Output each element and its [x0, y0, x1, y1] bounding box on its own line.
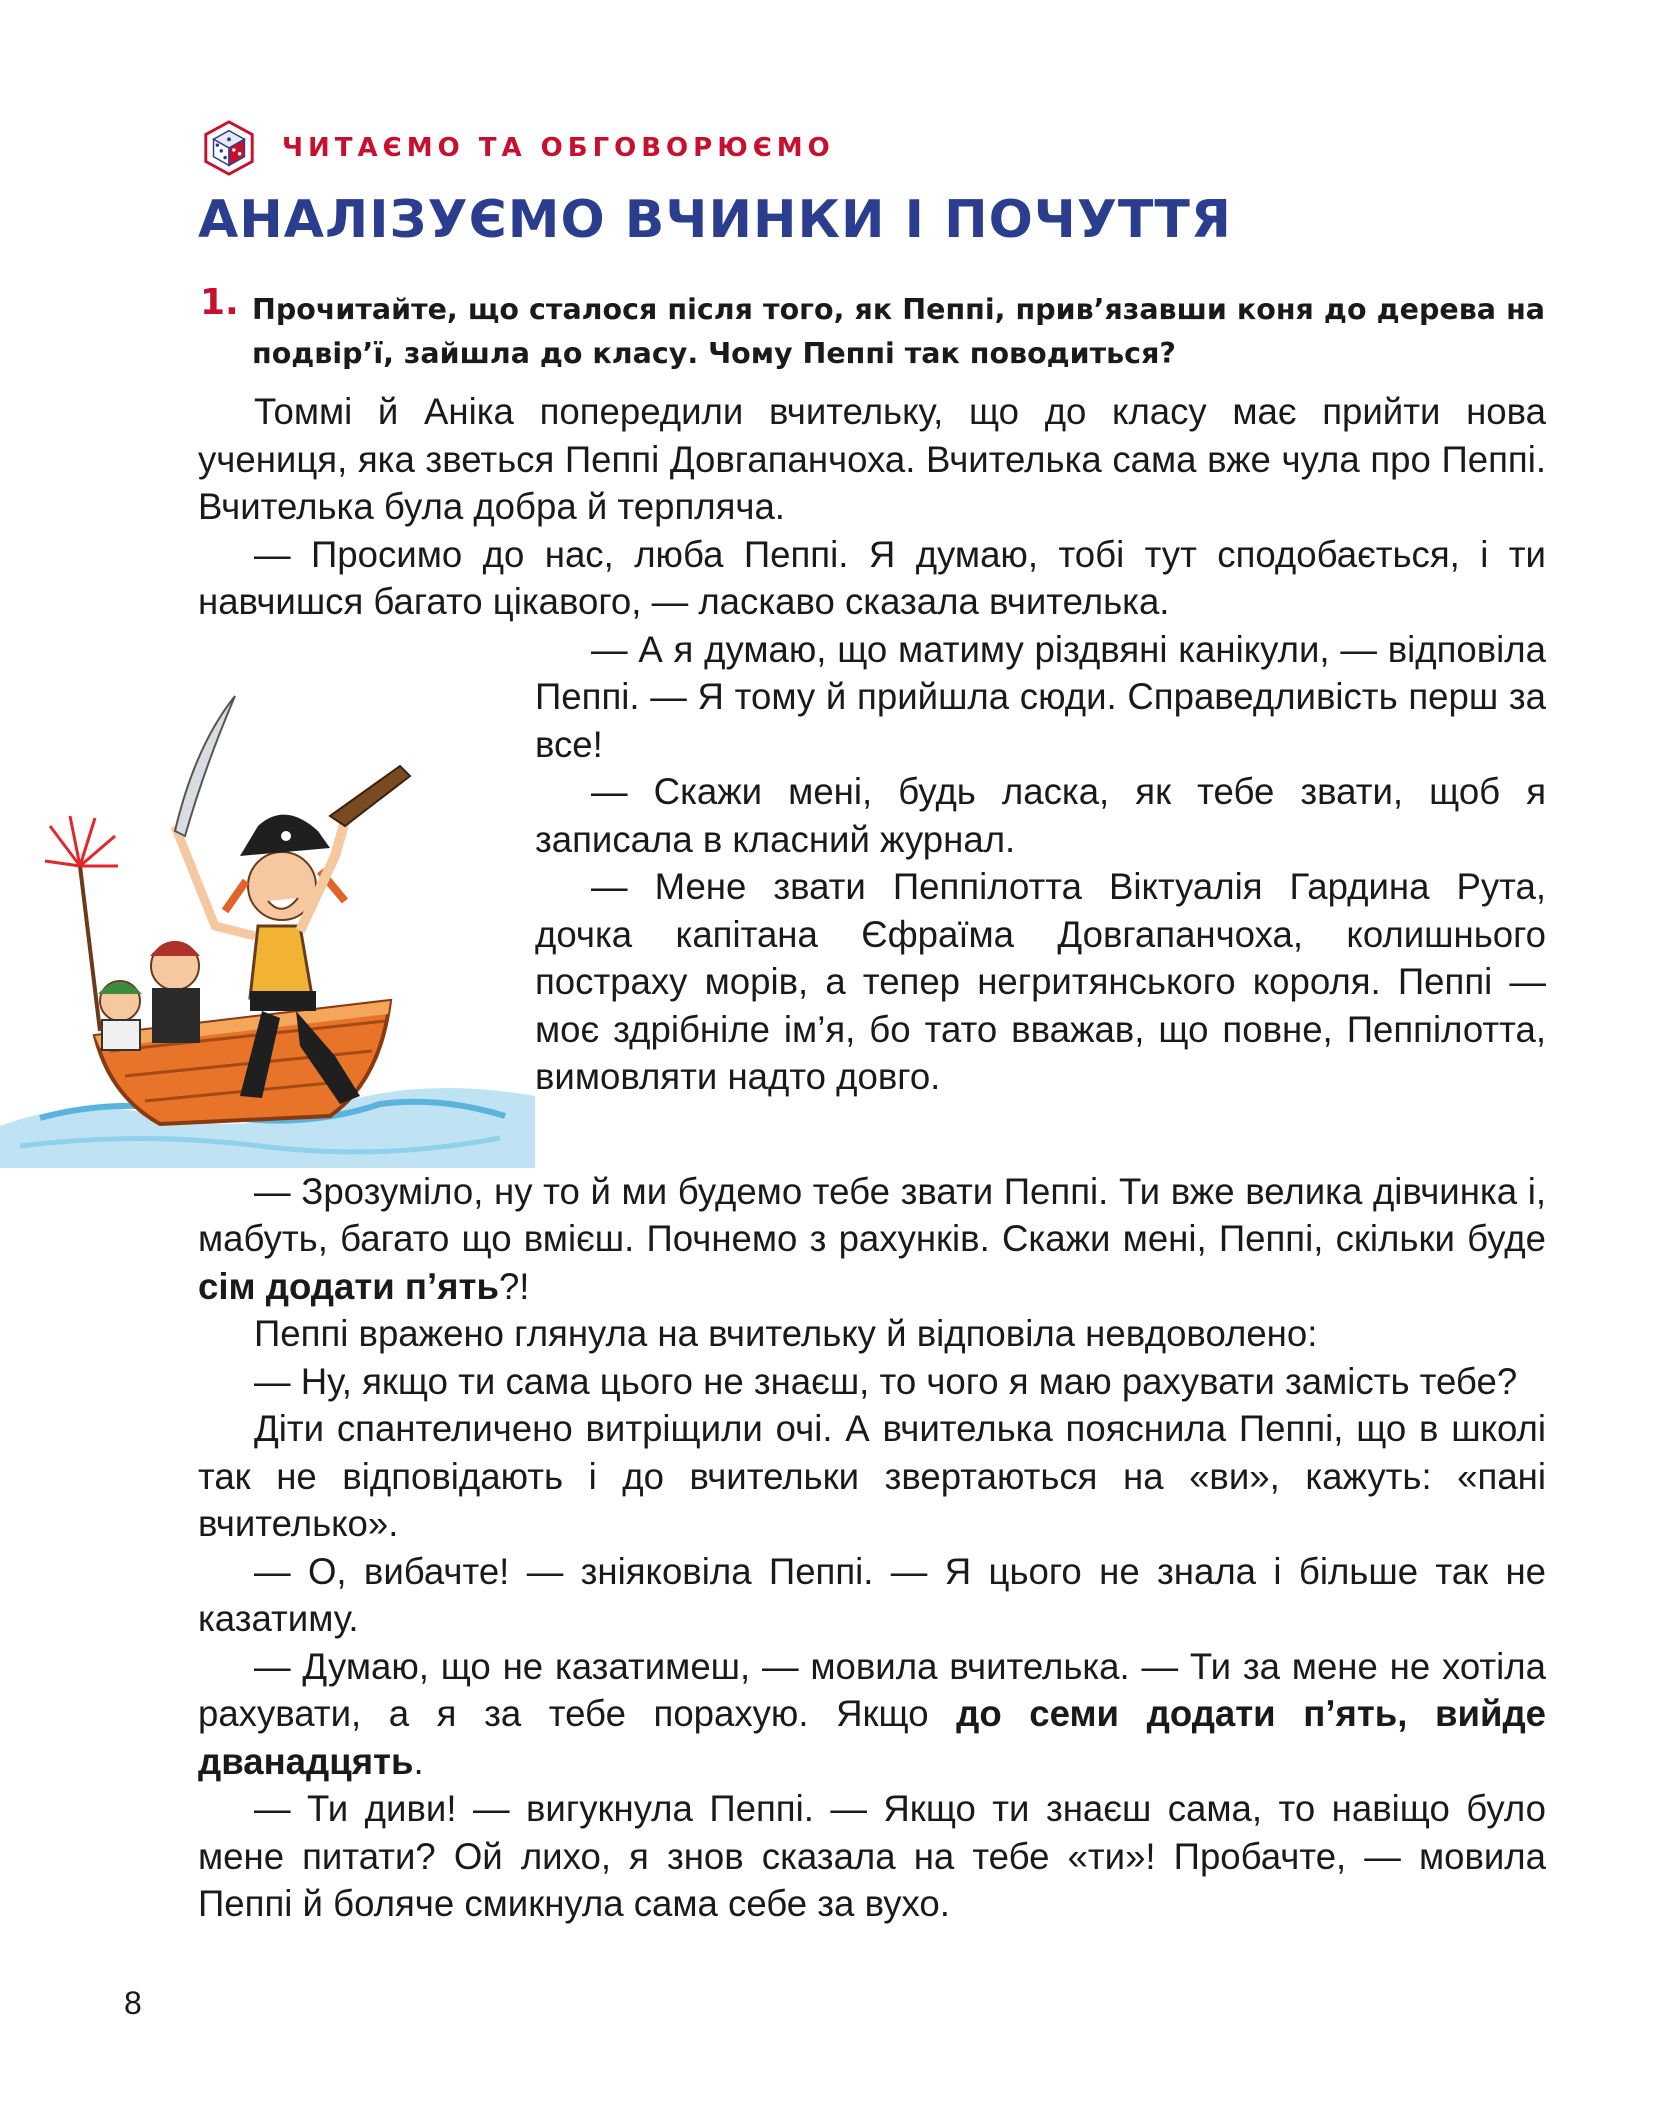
story-paragraph: Пеппі вражено глянула на вчительку й відповіла невдоволено: — [254, 1313, 1318, 1354]
task-text: Прочитайте, що сталося після того, як Пеппі, прив’язавши коня до дерева на подвір’ї, зайшла до класу. Чому Пеппі так поводиться? — [252, 293, 1545, 370]
story-paragraph: — Ну, якщо ти сама цього не знаєш, то чого я маю рахувати замість тебе? — [254, 1360, 1518, 1402]
story-paragraph: Діти спантеличено витріщили очі. А вчителька пояснила Пеппі, що в школі так не відповідають і до вчительки звертаються на «ви», кажуть: «пані вчителько». — [198, 1408, 1546, 1544]
task-number: 1. — [200, 282, 239, 323]
story-paragraph: — Думаю, що не казатимеш, — мовила вчителька. — Ти за мене не хотіла рахувати, а я за тебе порахую. Якщо до семи додати п’ять, вийде дванадцять. — [198, 1645, 1547, 1782]
pirate-boat-illustration — [0, 626, 535, 1168]
story-paragraph: — Скажи мені, будь ласка, як тебе звати, щоб я записала в класний журнал. — [535, 771, 1546, 860]
story-paragraph: — Зрозуміло, ну то й ми будемо тебе звати Пеппі. Ти вже велика дівчинка і, мабуть, багато що вмієш. Почнемо з рахунків. Скажи мені, Пеппі, скільки буде сім додати п’ять?! — [198, 1170, 1546, 1307]
story-paragraph: — Ти диви! — вигукнула Пеппі. — Якщо ти знаєш сама, то навіщо було мене питати? Ой лихо, я знов сказала на тебе «ти»! Пробачте, — мовила Пеппі й боляче смикнула сама себе за вухо. — [198, 1788, 1546, 1924]
story-text — [198, 388, 1546, 1928]
page-title: АНАЛІЗУЄМО ВЧИНКИ І ПОЧУТТЯ — [198, 190, 1232, 250]
section-header — [200, 118, 835, 178]
story-paragraph: — Просимо до нас, люба Пеппі. Я думаю, тобі тут сподобається, і ти навчишся багато цікавого, — ласкаво сказала вчителька. — [198, 533, 1546, 622]
task-block — [200, 282, 1545, 376]
story-paragraph: — А я думаю, що матиму різдвяні канікули, — відповіла Пеппі. — Я тому й прийшла сюди. Справедливість перш за все! — [535, 628, 1546, 765]
section-label: ЧИТАЄМО ТА ОБГОВОРЮЄМО — [282, 133, 835, 163]
bold-phrase: сім додати п’ять — [198, 1265, 499, 1307]
dice-icon — [200, 119, 258, 177]
story-paragraph: — О, вибачте! — зніяковіла Пеппі. — Я цього не знала і більше так не казатиму. — [198, 1550, 1546, 1639]
story-paragraph: — Мене звати Пеппілотта Віктуалія Гардина Рута, дочка капітана Єфраїма Довгапанчоха, колишнього пострaху морів, а тепер негритянського короля. Пеппі — моє здрібніле ім’я, бо тато вважав, що повне, Пеппілотта, вимовляти надто довго. — [535, 866, 1546, 1097]
page-number: 8 — [124, 1985, 142, 2021]
bold-phrase: до семи додати п’ять, вийде дванадцять — [198, 1693, 1547, 1782]
story-paragraph: Томмі й Аніка попередили вчительку, що до класу має прийти нова учениця, яка зветься Пеппі Довгапанчоха. Вчителька сама вже чула про Пеппі. Вчителька була добра й терпляча. — [198, 391, 1546, 527]
